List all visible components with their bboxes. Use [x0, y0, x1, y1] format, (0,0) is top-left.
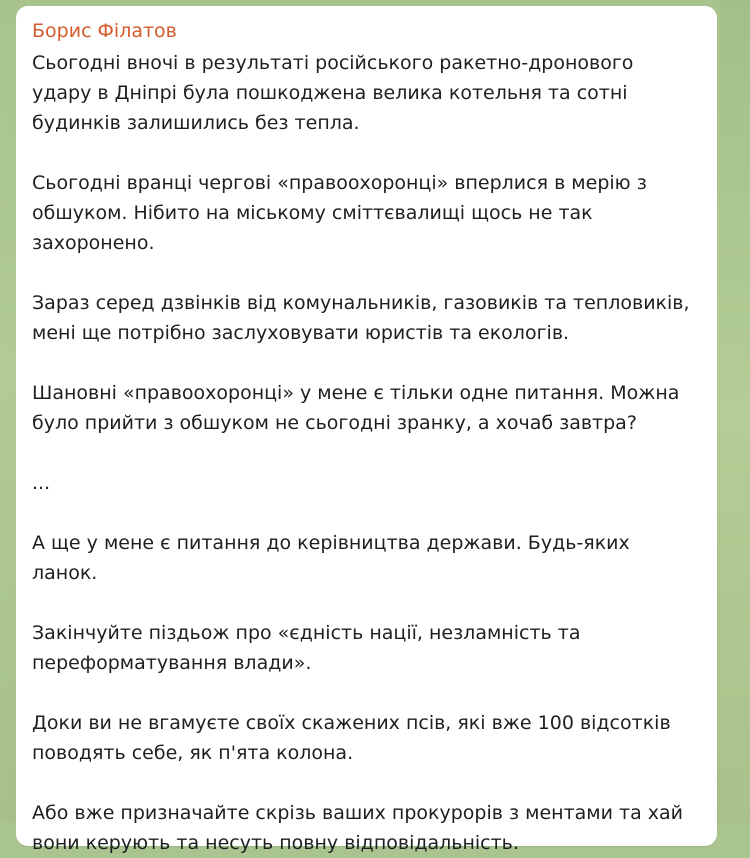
paragraph-gap	[32, 438, 699, 468]
chat-scroll-area[interactable]	[720, 0, 750, 822]
message-paragraph: Закінчуйте піздьож про «єдність нації, незламність та переформатування влади».	[32, 622, 581, 674]
message-paragraph: Або вже призначайте скрізь ваших прокурорів з ментами та хай вони керують та несуть повну відповідальність.	[32, 802, 683, 854]
message-paragraph: Доки ви не вгамуєте своїх скажених псів, які вже 100 відсотків поводять себе, як п'ята колона.	[32, 712, 671, 764]
paragraph-gap	[32, 768, 699, 798]
message-paragraph: Сьогодні вночі в результаті російського ракетно-дронового удару в Дніпрі була пошкоджена велика котельня та сотні будинків залишились без тепла.	[32, 52, 634, 134]
message-paragraph: Шановні «правоохоронці» у мене є тільки одне питання. Можна було прийти з обшуком не сьогодні зранку, а хочаб завтра?	[32, 382, 680, 434]
message-bubble[interactable]	[16, 6, 717, 854]
message-paragraph: Зараз серед дзвінків від комунальників, газовиків та тепловиків, мені ще потрібно заслуховувати юристів та екологів.	[32, 292, 690, 344]
paragraph-gap	[32, 588, 699, 618]
paragraph-gap	[32, 138, 699, 168]
message-paragraph: Сьогодні вранці чергові «правоохоронці» вперлися в мерію з обшуком. Нібито на міському сміттєвалищі щось не так захоронено.	[32, 172, 647, 254]
message-paragraph: ...	[32, 472, 51, 494]
paragraph-gap	[32, 348, 699, 378]
paragraph-gap	[32, 498, 699, 528]
paragraph-gap	[32, 678, 699, 708]
message-paragraph: А ще у мене є питання до керівництва держави. Будь-яких ланок.	[32, 532, 636, 584]
sender-name[interactable]: Борис Філатов	[32, 20, 177, 42]
paragraph-gap	[32, 258, 699, 288]
